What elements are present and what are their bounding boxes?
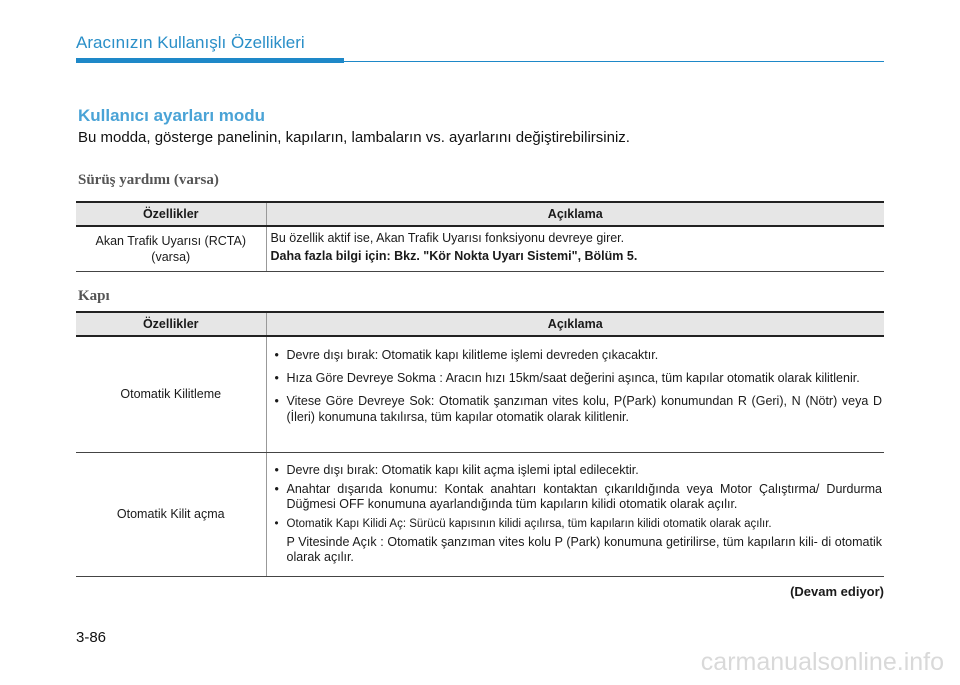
reference-note: Daha fazla bilgi için: Bkz. "Kör Nokta Uyarı Sistemi", Bölüm 5. (270, 249, 638, 263)
header-rule-thin (344, 61, 884, 62)
feature-name: Otomatik Kilitleme (120, 387, 222, 402)
description-text: Bu özellik aktif ise, Akan Trafik Uyarısı fonksiyonu devreye girer. (270, 231, 625, 245)
page-number: 3-86 (76, 629, 107, 646)
bullet-dot: • (274, 517, 279, 530)
description-cell (266, 452, 884, 576)
list-item-text: Vitese Göre Devreye Sok: Otomatik şanzıman vites kolu, P(Park) konumundan R (Geri), N (Nötr) veya D (İleri) konumuna takılırsa, tüm kapılar otomatik olarak kilitlenir. (286, 394, 882, 424)
list-item (271, 482, 883, 512)
bullet-list (271, 462, 883, 532)
chapter-title: Aracınızın Kullanışlı Özellikleri (76, 33, 305, 52)
bullet-dot: • (274, 462, 279, 477)
column-header-description: Açıklama (266, 312, 884, 336)
watermark: carmanualsonline.info (700, 648, 944, 676)
description-cell (266, 336, 884, 452)
driving-assist-heading: Sürüş yardımı (varsa) (78, 172, 219, 188)
list-item (271, 393, 883, 425)
bullet-dot: • (274, 348, 279, 362)
column-header-features: Özellikler (76, 202, 266, 226)
table-row (76, 226, 884, 271)
table-row (76, 452, 884, 576)
bullet-list (271, 347, 883, 425)
table-header-row (76, 312, 884, 336)
bullet-dot: • (274, 481, 279, 496)
list-item (271, 347, 883, 363)
column-header-features: Özellikler (76, 312, 266, 336)
bullet-dot: • (274, 394, 279, 408)
list-item-text: Otomatik Kapı Kilidi Aç: Sürücü kapısının kilidi açılırsa, tüm kapıların kilidi otomatik olarak açılır. (286, 517, 772, 530)
list-item-text: Anahtar dışarıda konumu: Kontak anahtarı kontaktan çıkarıldığında veya Motor Çalıştırma/ Durdurma Düğmesi OFF konumuna ayarlandığında tüm kapıların kilidi otomatik olarak açılır. (286, 481, 882, 511)
list-item (271, 462, 883, 478)
feature-cell (76, 452, 266, 576)
feature-name: Akan Trafik Uyarısı (RCTA) (95, 233, 246, 248)
door-table (76, 311, 884, 577)
list-item-text: Devre dışı bırak: Otomatik kapı kilitleme işlemi devreden çıkacaktır. (286, 348, 659, 362)
list-item (271, 516, 883, 532)
list-item-text: Hıza Göre Devreye Sokma : Aracın hızı 15km/saat değerini aşınca, tüm kapılar otomatik olarak kilitlenir. (286, 371, 860, 385)
continuation-text: P Vitesinde Açık : Otomatik şanzıman vites kolu P (Park) konumuna getirilirse, tüm kapıların kili- di otomatik olarak açılır. (286, 534, 882, 564)
feature-cell (76, 336, 266, 452)
feature-name: Otomatik Kilit açma (116, 507, 225, 521)
column-header-description: Açıklama (266, 202, 884, 226)
feature-cell (76, 226, 266, 271)
table-row (76, 336, 884, 452)
table-header-row (76, 202, 884, 226)
section-intro: Bu modda, gösterge panelinin, kapıların, lambaların vs. ayarlarını değiştirebilirsiniz. (78, 129, 630, 146)
feature-qualifier: (varsa) (151, 249, 191, 264)
list-item-text: Devre dışı bırak: Otomatik kapı kilit açma işlemi iptal edilecektir. (286, 462, 639, 477)
driving-assist-table (76, 201, 884, 272)
header-rule-thick (76, 58, 344, 63)
description-cell (266, 226, 884, 271)
bullet-dot: • (274, 371, 279, 385)
section-heading: Kullanıcı ayarları modu (78, 106, 266, 125)
list-item (271, 370, 883, 386)
continued-label: (Devam ediyor) (790, 584, 884, 599)
door-heading: Kapı (78, 288, 110, 304)
